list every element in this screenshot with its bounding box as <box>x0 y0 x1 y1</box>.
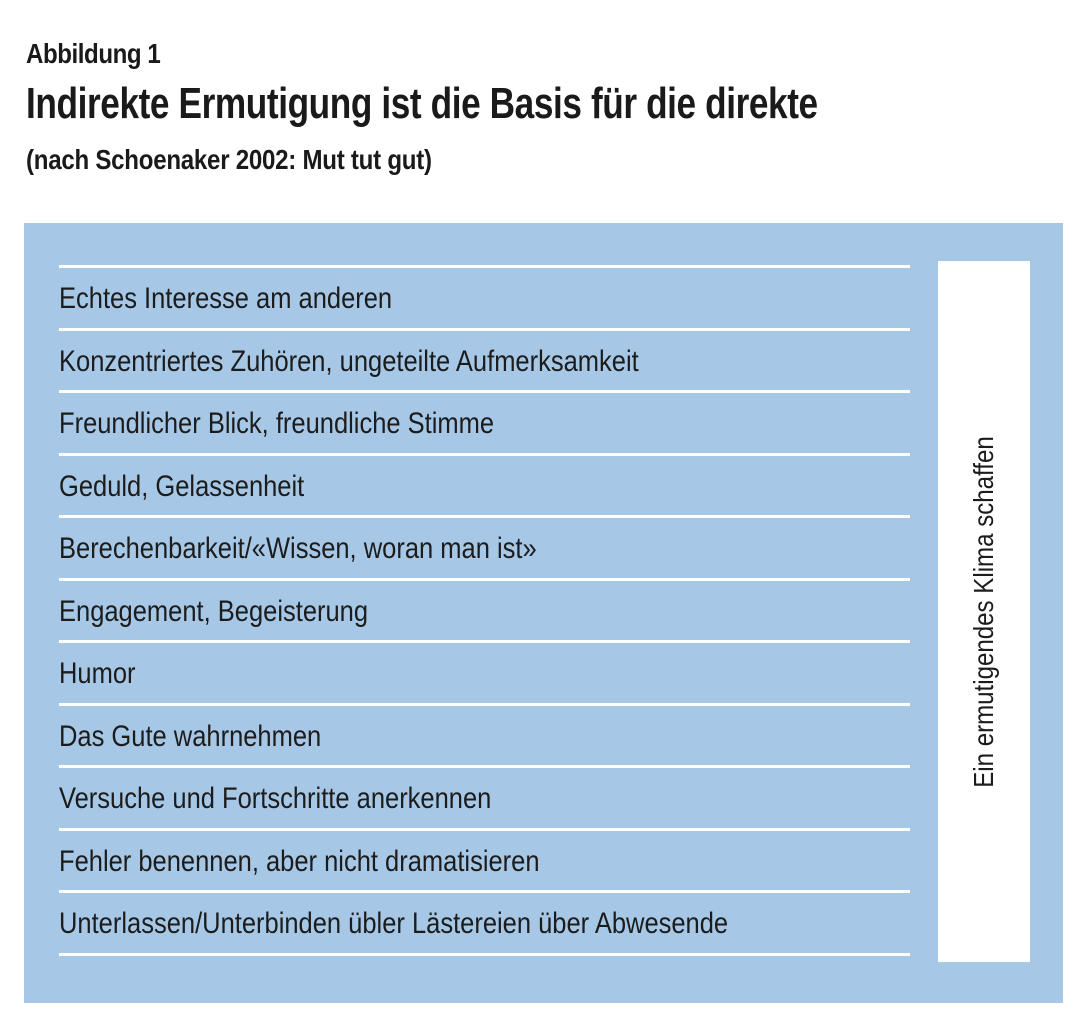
list-item <box>59 768 910 831</box>
list-item-label: Freundlicher Blick, freundliche Stimme <box>59 407 495 440</box>
list-item-label: Geduld, Gelassenheit <box>59 469 305 503</box>
list-item-label: Konzentriertes Zuhören, ungeteilte Aufmerksamkeit <box>59 344 639 378</box>
figure-label: Abbildung 1 <box>26 38 161 69</box>
list-item-label: Humor <box>59 657 136 690</box>
list-item <box>59 456 910 519</box>
list-item <box>59 331 910 394</box>
list-item <box>59 706 910 769</box>
list-item <box>59 518 910 581</box>
list-item <box>59 893 910 956</box>
list-item-label: Versuche und Fortschritte anerkennen <box>59 782 492 815</box>
list-item-label: Echtes Interesse am anderen <box>59 282 393 315</box>
list-item <box>59 581 910 644</box>
figure-title: Indirekte Ermutigung ist die Basis für die direkte <box>26 79 818 128</box>
side-label-box <box>938 261 1030 962</box>
list-item-label: Das Gute wahrnehmen <box>59 719 322 753</box>
item-list <box>59 265 910 956</box>
list-item <box>59 643 910 706</box>
list-item <box>59 393 910 456</box>
list-item-label: Unterlassen/Unterbinden übler Lästereien über Abwesende <box>59 907 729 940</box>
list-item-label: Engagement, Begeisterung <box>59 594 369 628</box>
list-item <box>59 268 910 331</box>
list-item-label: Berechenbarkeit/«Wissen, woran man ist» <box>59 532 537 565</box>
list-item-label: Fehler benennen, aber nicht dramatisieren <box>59 844 540 878</box>
list-item <box>59 831 910 894</box>
figure-panel <box>24 223 1063 1003</box>
side-label: Ein ermutigendes Klima schaffen <box>968 435 999 788</box>
figure-subtitle: (nach Schoenaker 2002: Mut tut gut) <box>26 144 432 175</box>
